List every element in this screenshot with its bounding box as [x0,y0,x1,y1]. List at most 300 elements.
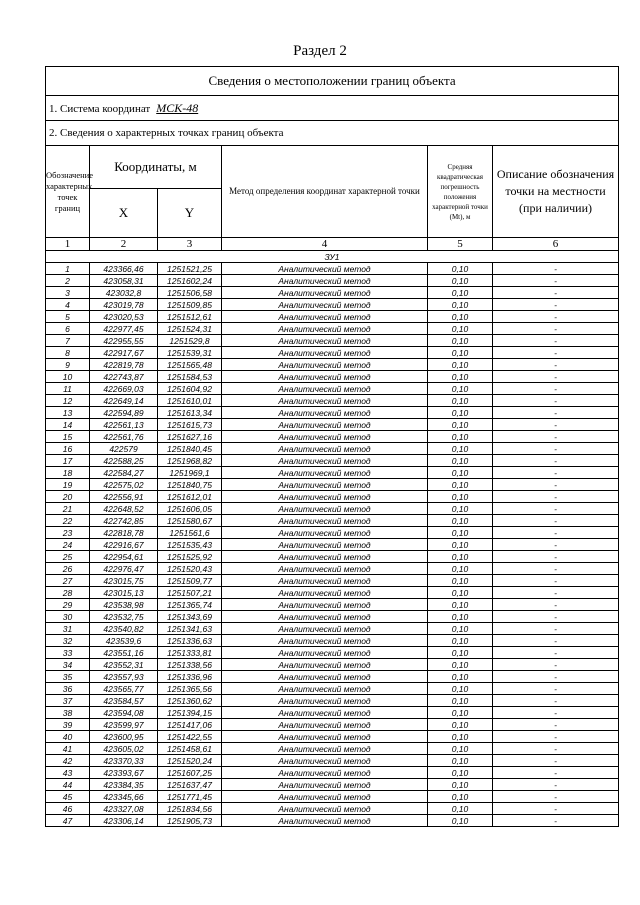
coord-y-cell: 1251969,1 [158,467,222,479]
point-number-cell: 30 [46,611,90,623]
method-cell: Аналитический метод [222,719,428,731]
coord-x-cell: 423594,08 [90,707,158,719]
coord-y-cell: 1251360,62 [158,695,222,707]
coord-y-cell: 1251604,92 [158,383,222,395]
method-cell: Аналитический метод [222,755,428,767]
error-value-cell: 0,10 [428,683,493,695]
coordinate-system-label: 1. Система координат [49,102,151,115]
table-row [46,491,619,503]
coord-x-cell: 422743,87 [90,371,158,383]
coordinate-system-row [46,96,619,121]
error-value-cell: 0,10 [428,539,493,551]
coord-y-cell: 1251612,01 [158,491,222,503]
point-number-cell: 20 [46,491,90,503]
table-row [46,527,619,539]
point-number-cell: 9 [46,359,90,371]
table-row [46,467,619,479]
coord-y-cell: 1251507,21 [158,587,222,599]
coord-x-cell: 423366,46 [90,263,158,275]
method-cell: Аналитический метод [222,671,428,683]
table-row [46,323,619,335]
description-cell: - [493,503,619,515]
point-number-cell: 27 [46,575,90,587]
coord-x-cell: 422977,45 [90,323,158,335]
description-cell: - [493,611,619,623]
point-number-cell: 32 [46,635,90,647]
error-value-cell: 0,10 [428,419,493,431]
coord-y-cell: 1251584,53 [158,371,222,383]
coord-x-cell: 423538,98 [90,599,158,611]
point-number-cell: 13 [46,407,90,419]
description-cell: - [493,587,619,599]
description-cell: - [493,755,619,767]
table-title: Сведения о местоположении границ объекта [46,67,619,96]
description-cell: - [493,539,619,551]
description-cell: - [493,491,619,503]
error-value-cell: 0,10 [428,815,493,827]
coord-x-cell: 422594,89 [90,407,158,419]
method-cell: Аналитический метод [222,731,428,743]
error-value-cell: 0,10 [428,659,493,671]
method-cell: Аналитический метод [222,299,428,311]
coord-x-cell: 423557,93 [90,671,158,683]
coord-y-cell: 1251333,81 [158,647,222,659]
point-number-cell: 36 [46,683,90,695]
coord-x-cell: 423600,95 [90,731,158,743]
point-number-cell: 42 [46,755,90,767]
coord-x-cell: 422561,76 [90,431,158,443]
description-cell: - [493,527,619,539]
description-cell: - [493,623,619,635]
coordinate-system-value: МСК-48 [156,100,199,115]
error-value-cell: 0,10 [428,707,493,719]
coord-y-cell: 1251627,16 [158,431,222,443]
coord-y-cell: 1251394,15 [158,707,222,719]
table-row [46,803,619,815]
method-cell: Аналитический метод [222,395,428,407]
coord-x-cell: 422584,27 [90,467,158,479]
coord-x-cell: 423032,8 [90,287,158,299]
method-cell: Аналитический метод [222,539,428,551]
method-cell: Аналитический метод [222,431,428,443]
table-row [46,755,619,767]
error-value-cell: 0,10 [428,779,493,791]
table-row [46,695,619,707]
point-number-cell: 35 [46,671,90,683]
method-cell: Аналитический метод [222,263,428,275]
coord-x-cell: 422649,14 [90,395,158,407]
table-row [46,359,619,371]
parcel-label: ЗУ1 [46,251,619,263]
coord-x-cell: 422669,03 [90,383,158,395]
point-number-cell: 19 [46,479,90,491]
coord-y-cell: 1251580,67 [158,515,222,527]
point-number-cell: 8 [46,347,90,359]
boundary-points-table [45,66,619,827]
coord-x-cell: 423539,6 [90,635,158,647]
point-number-cell: 3 [46,287,90,299]
coord-y-cell: 1251561,6 [158,527,222,539]
coord-y-cell: 1251525,92 [158,551,222,563]
coord-y-cell: 1251840,45 [158,443,222,455]
method-cell: Аналитический метод [222,287,428,299]
error-value-cell: 0,10 [428,599,493,611]
description-cell: - [493,563,619,575]
coord-y-cell: 1251422,55 [158,731,222,743]
coord-y-cell: 1251336,96 [158,671,222,683]
point-number-cell: 44 [46,779,90,791]
error-value-cell: 0,10 [428,527,493,539]
column-number: 6 [493,238,619,251]
table-row [46,647,619,659]
table-row [46,671,619,683]
coord-x-cell: 423552,31 [90,659,158,671]
coord-y-cell: 1251365,56 [158,683,222,695]
description-cell: - [493,395,619,407]
table-row [46,455,619,467]
header-y: Y [158,189,222,238]
description-cell: - [493,647,619,659]
point-number-cell: 41 [46,743,90,755]
header-description: Описание обозначения точки на местности (при наличии) [493,146,619,238]
table-row [46,587,619,599]
error-value-cell: 0,10 [428,467,493,479]
coord-y-cell: 1251602,24 [158,275,222,287]
coord-x-cell: 423584,57 [90,695,158,707]
point-number-cell: 23 [46,527,90,539]
table-row [46,611,619,623]
error-value-cell: 0,10 [428,359,493,371]
description-cell: - [493,443,619,455]
coord-y-cell: 1251615,73 [158,419,222,431]
error-value-cell: 0,10 [428,791,493,803]
error-value-cell: 0,10 [428,479,493,491]
table-row [46,299,619,311]
coord-x-cell: 423605,02 [90,743,158,755]
coord-x-cell: 423015,75 [90,575,158,587]
point-number-cell: 22 [46,515,90,527]
method-cell: Аналитический метод [222,779,428,791]
point-number-cell: 18 [46,467,90,479]
error-value-cell: 0,10 [428,695,493,707]
table-row [46,383,619,395]
point-number-cell: 16 [46,443,90,455]
method-cell: Аналитический метод [222,527,428,539]
header-x: X [90,189,158,238]
coord-y-cell: 1251365,74 [158,599,222,611]
coord-x-cell: 422916,67 [90,539,158,551]
error-value-cell: 0,10 [428,275,493,287]
coord-y-cell: 1251613,34 [158,407,222,419]
error-value-cell: 0,10 [428,443,493,455]
point-number-cell: 47 [46,815,90,827]
table-row [46,575,619,587]
method-cell: Аналитический метод [222,767,428,779]
error-value-cell: 0,10 [428,551,493,563]
coord-y-cell: 1251840,75 [158,479,222,491]
description-cell: - [493,323,619,335]
coord-x-cell: 422954,61 [90,551,158,563]
error-value-cell: 0,10 [428,311,493,323]
description-cell: - [493,767,619,779]
description-cell: - [493,299,619,311]
method-cell: Аналитический метод [222,323,428,335]
coord-x-cell: 422742,85 [90,515,158,527]
method-cell: Аналитический метод [222,515,428,527]
description-cell: - [493,707,619,719]
error-value-cell: 0,10 [428,743,493,755]
point-number-cell: 38 [46,707,90,719]
point-number-cell: 25 [46,551,90,563]
description-cell: - [493,683,619,695]
point-number-cell: 6 [46,323,90,335]
coord-y-cell: 1251338,56 [158,659,222,671]
error-value-cell: 0,10 [428,515,493,527]
column-number-row [46,238,619,251]
description-cell: - [493,371,619,383]
coord-x-cell: 422561,13 [90,419,158,431]
point-number-cell: 2 [46,275,90,287]
description-cell: - [493,479,619,491]
table-row [46,407,619,419]
coord-y-cell: 1251606,05 [158,503,222,515]
method-cell: Аналитический метод [222,419,428,431]
description-cell: - [493,467,619,479]
point-number-cell: 15 [46,431,90,443]
method-cell: Аналитический метод [222,503,428,515]
error-value-cell: 0,10 [428,635,493,647]
error-value-cell: 0,10 [428,503,493,515]
coord-x-cell: 422648,52 [90,503,158,515]
description-cell: - [493,515,619,527]
point-number-cell: 37 [46,695,90,707]
point-number-cell: 34 [46,659,90,671]
table-row [46,443,619,455]
header-error: Средняя квадратическая погрешность положения характерной точки (Mt), м [428,146,493,238]
error-value-cell: 0,10 [428,671,493,683]
error-value-cell: 0,10 [428,755,493,767]
error-value-cell: 0,10 [428,767,493,779]
method-cell: Аналитический метод [222,455,428,467]
coord-x-cell: 423565,77 [90,683,158,695]
table-row [46,539,619,551]
table-row [46,599,619,611]
table-row [46,719,619,731]
table-row [46,431,619,443]
point-number-cell: 40 [46,731,90,743]
point-number-cell: 43 [46,767,90,779]
method-cell: Аналитический метод [222,407,428,419]
method-cell: Аналитический метод [222,623,428,635]
coord-y-cell: 1251341,63 [158,623,222,635]
description-cell: - [493,575,619,587]
method-cell: Аналитический метод [222,647,428,659]
table-row [46,731,619,743]
coord-y-cell: 1251539,31 [158,347,222,359]
column-number: 3 [158,238,222,251]
table-row [46,779,619,791]
description-cell: - [493,803,619,815]
coord-x-cell: 423327,08 [90,803,158,815]
coord-x-cell: 422588,25 [90,455,158,467]
method-cell: Аналитический метод [222,635,428,647]
coord-y-cell: 1251521,25 [158,263,222,275]
error-value-cell: 0,10 [428,647,493,659]
coord-x-cell: 422819,78 [90,359,158,371]
point-number-cell: 10 [46,371,90,383]
table-row [46,659,619,671]
coord-x-cell: 423551,16 [90,647,158,659]
table-row [46,683,619,695]
coord-y-cell: 1251607,25 [158,767,222,779]
table-body [46,263,619,827]
description-cell: - [493,407,619,419]
coord-y-cell: 1251834,56 [158,803,222,815]
coord-y-cell: 1251336,63 [158,635,222,647]
table-row [46,623,619,635]
column-number: 2 [90,238,158,251]
coord-x-cell: 423532,75 [90,611,158,623]
error-value-cell: 0,10 [428,575,493,587]
table-row [46,551,619,563]
table-row [46,287,619,299]
description-cell: - [493,551,619,563]
error-value-cell: 0,10 [428,491,493,503]
coord-y-cell: 1251905,73 [158,815,222,827]
point-number-cell: 5 [46,311,90,323]
column-number: 1 [46,238,90,251]
table-row [46,479,619,491]
table-row [46,263,619,275]
column-number: 4 [222,238,428,251]
table-row [46,815,619,827]
description-cell: - [493,335,619,347]
point-number-cell: 1 [46,263,90,275]
header-coordinates: Координаты, м [90,146,222,189]
description-cell: - [493,731,619,743]
coord-x-cell: 422976,47 [90,563,158,575]
description-cell: - [493,743,619,755]
description-cell: - [493,779,619,791]
method-cell: Аналитический метод [222,551,428,563]
section-heading: 2. Сведения о характерных точках границ объекта [46,121,619,146]
method-cell: Аналитический метод [222,563,428,575]
coord-x-cell: 422917,67 [90,347,158,359]
table-row [46,635,619,647]
coord-y-cell: 1251509,85 [158,299,222,311]
coord-y-cell: 1251771,45 [158,791,222,803]
point-number-cell: 46 [46,803,90,815]
error-value-cell: 0,10 [428,395,493,407]
error-value-cell: 0,10 [428,623,493,635]
point-number-cell: 39 [46,719,90,731]
description-cell: - [493,419,619,431]
table-row [46,743,619,755]
method-cell: Аналитический метод [222,443,428,455]
method-cell: Аналитический метод [222,707,428,719]
point-number-cell: 28 [46,587,90,599]
method-cell: Аналитический метод [222,359,428,371]
description-cell: - [493,347,619,359]
error-value-cell: 0,10 [428,611,493,623]
error-value-cell: 0,10 [428,383,493,395]
method-cell: Аналитический метод [222,815,428,827]
error-value-cell: 0,10 [428,323,493,335]
page-title: Раздел 2 [293,43,347,59]
description-cell: - [493,383,619,395]
method-cell: Аналитический метод [222,611,428,623]
coord-y-cell: 1251458,61 [158,743,222,755]
coord-x-cell: 423020,53 [90,311,158,323]
error-value-cell: 0,10 [428,455,493,467]
method-cell: Аналитический метод [222,659,428,671]
coord-x-cell: 423019,78 [90,299,158,311]
description-cell: - [493,815,619,827]
error-value-cell: 0,10 [428,719,493,731]
error-value-cell: 0,10 [428,731,493,743]
error-value-cell: 0,10 [428,347,493,359]
point-number-cell: 17 [46,455,90,467]
error-value-cell: 0,10 [428,407,493,419]
description-cell: - [493,431,619,443]
coord-x-cell: 422955,55 [90,335,158,347]
table-row [46,395,619,407]
table-row [46,515,619,527]
coord-y-cell: 1251637,47 [158,779,222,791]
coord-x-cell: 423015,13 [90,587,158,599]
point-number-cell: 11 [46,383,90,395]
coord-y-cell: 1251509,77 [158,575,222,587]
table-row [46,311,619,323]
coord-y-cell: 1251529,8 [158,335,222,347]
error-value-cell: 0,10 [428,563,493,575]
column-number: 5 [428,238,493,251]
error-value-cell: 0,10 [428,287,493,299]
point-number-cell: 4 [46,299,90,311]
description-cell: - [493,263,619,275]
coord-x-cell: 423058,31 [90,275,158,287]
coord-y-cell: 1251343,69 [158,611,222,623]
error-value-cell: 0,10 [428,587,493,599]
description-cell: - [493,791,619,803]
description-cell: - [493,671,619,683]
method-cell: Аналитический метод [222,743,428,755]
coord-x-cell: 422556,91 [90,491,158,503]
method-cell: Аналитический метод [222,311,428,323]
table-row [46,767,619,779]
method-cell: Аналитический метод [222,575,428,587]
description-cell: - [493,659,619,671]
description-cell: - [493,599,619,611]
point-number-cell: 29 [46,599,90,611]
coord-y-cell: 1251512,61 [158,311,222,323]
table-row [46,419,619,431]
header-designation: Обозначение характерных точек границ [46,146,90,238]
description-cell: - [493,719,619,731]
description-cell: - [493,695,619,707]
method-cell: Аналитический метод [222,491,428,503]
method-cell: Аналитический метод [222,587,428,599]
coord-x-cell: 423306,14 [90,815,158,827]
coord-y-cell: 1251506,58 [158,287,222,299]
point-number-cell: 21 [46,503,90,515]
coord-y-cell: 1251524,31 [158,323,222,335]
error-value-cell: 0,10 [428,431,493,443]
method-cell: Аналитический метод [222,467,428,479]
table-row [46,335,619,347]
point-number-cell: 7 [46,335,90,347]
coord-y-cell: 1251520,24 [158,755,222,767]
